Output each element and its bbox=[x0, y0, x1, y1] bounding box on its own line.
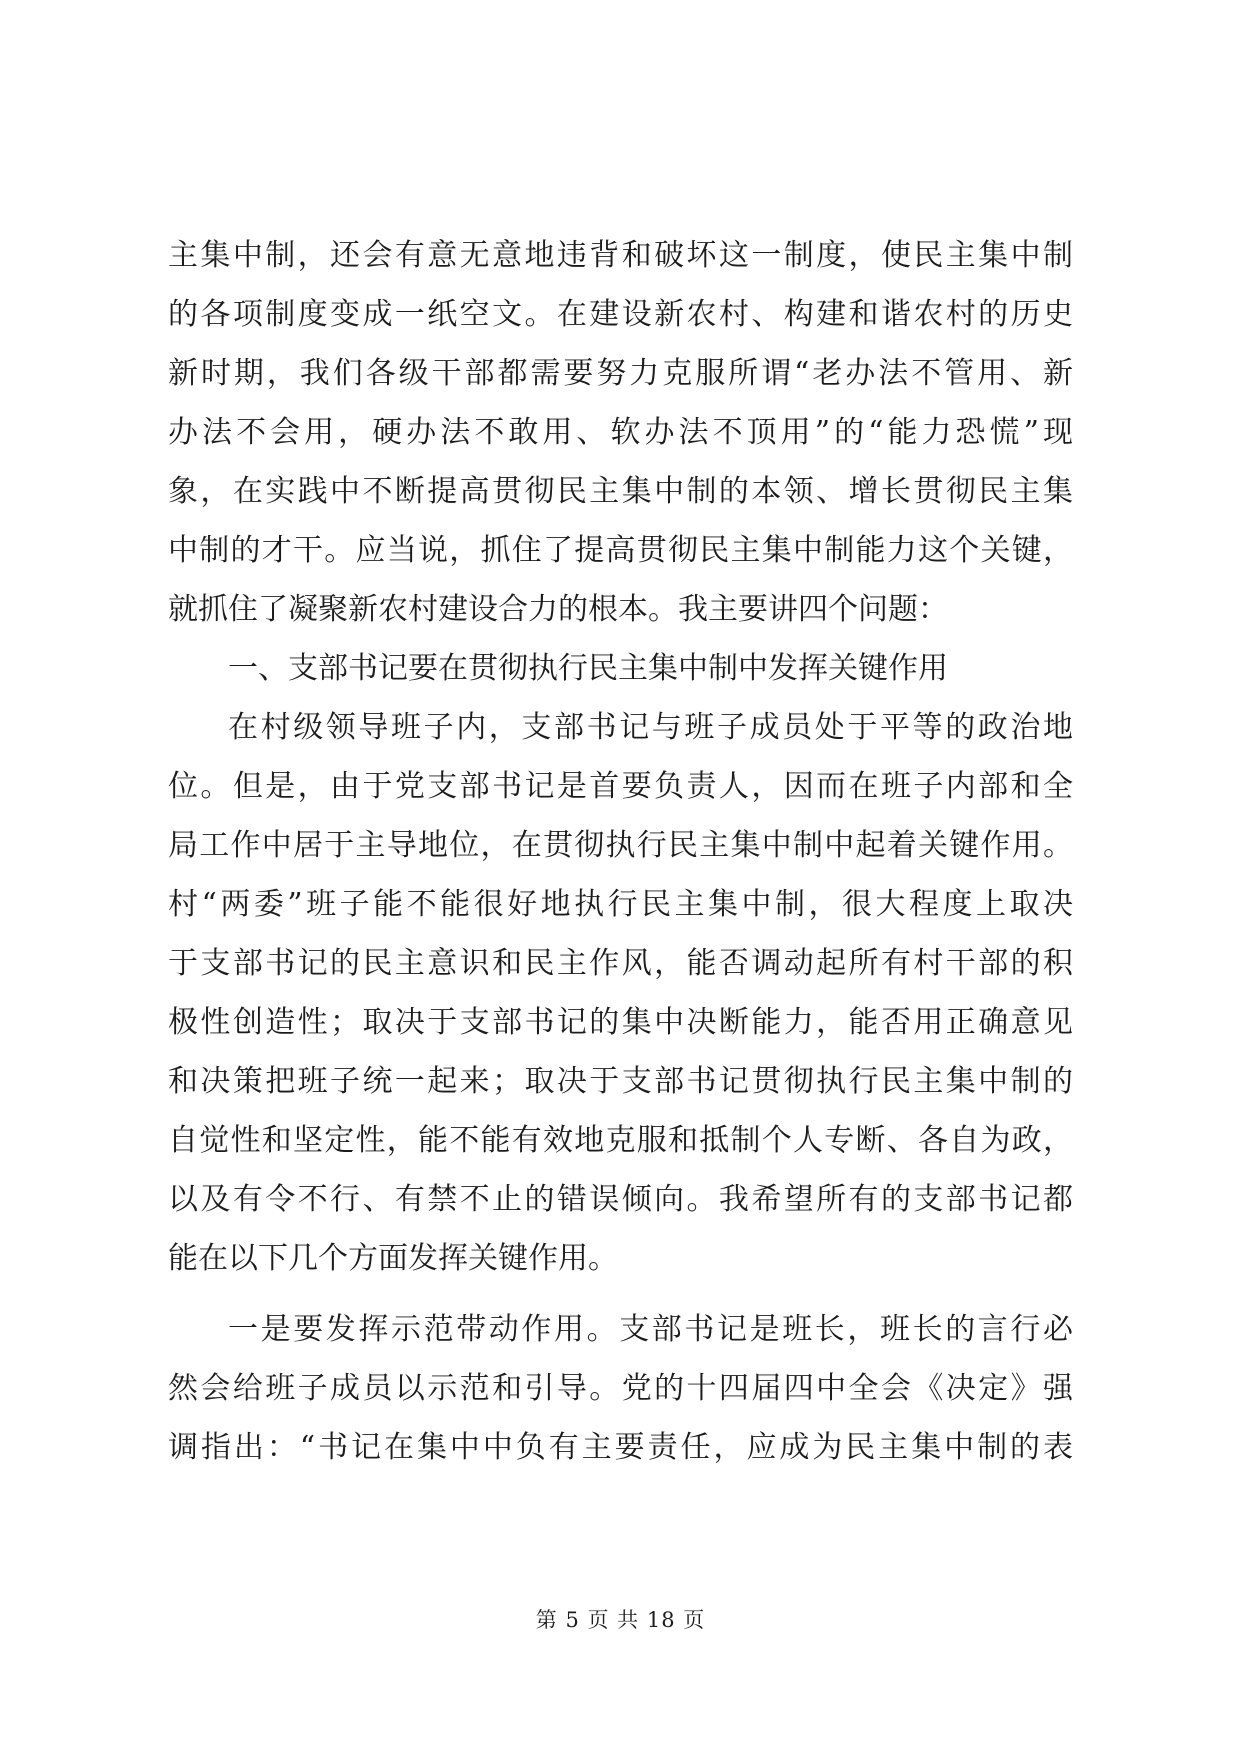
text-line: 能在以下几个方面发挥关键作用。 bbox=[168, 1241, 618, 1276]
text-line: 象，在实践中不断提高贯彻民主集中制的本领、增长贯彻民主集 bbox=[168, 474, 1073, 509]
text-line: 局工作中居于主导地位，在贯彻执行民主集中制中起着关键作用。 bbox=[168, 828, 1073, 863]
text-line: 办法不会用，硬办法不敢用、软办法不顶用”的“能力恐慌”现 bbox=[168, 415, 1073, 450]
text-line: 村“两委”班子能不能很好地执行民主集中制，很大程度上取决 bbox=[168, 887, 1073, 922]
text-line: 在村级领导班子内，支部书记与班子成员处于平等的政治地 bbox=[228, 710, 1073, 745]
text-line: 和决策把班子统一起来；取决于支部书记贯彻执行民主集中制的 bbox=[168, 1064, 1073, 1099]
text-line: 以及有令不行、有禁不止的错误倾向。我希望所有的支部书记都 bbox=[168, 1182, 1073, 1217]
text-line: 中制的才干。应当说，抓住了提高贯彻民主集中制能力这个关键， bbox=[168, 533, 1073, 568]
text-line: 新时期，我们各级干部都需要努力克服所谓“老办法不管用、新 bbox=[168, 356, 1073, 391]
text-line: 极性创造性；取决于支部书记的集中决断能力，能否用正确意见 bbox=[168, 1005, 1073, 1040]
text-line: 一是要发挥示范带动作用。支部书记是班长，班长的言行必 bbox=[228, 1312, 1073, 1347]
text-line: 的各项制度变成一纸空文。在建设新农村、构建和谐农村的历史 bbox=[168, 297, 1073, 332]
page-footer bbox=[0, 1604, 1241, 1634]
body-text bbox=[168, 226, 1073, 1477]
text-line: 然会给班子成员以示范和引导。党的十四届四中全会《决定》强 bbox=[168, 1371, 1073, 1406]
text-line: 于支部书记的民主意识和民主作风，能否调动起所有村干部的积 bbox=[168, 946, 1073, 981]
text-line: 位。但是，由于党支部书记是首要负责人，因而在班子内部和全 bbox=[168, 769, 1073, 804]
section-heading: 一、支部书记要在贯彻执行民主集中制中发挥关键作用 bbox=[228, 651, 948, 686]
text-line: 就抓住了凝聚新农村建设合力的根本。我主要讲四个问题： bbox=[168, 592, 948, 627]
page-number-label: 第 5 页 共 18 页 bbox=[535, 1608, 706, 1632]
text-line: 自觉性和坚定性，能不能有效地克服和抵制个人专断、各自为政， bbox=[168, 1123, 1073, 1158]
text-line: 主集中制，还会有意无意地违背和破坏这一制度，使民主集中制 bbox=[168, 238, 1073, 273]
text-line: 调指出：“书记在集中中负有主要责任，应成为民主集中制的表 bbox=[168, 1430, 1073, 1465]
